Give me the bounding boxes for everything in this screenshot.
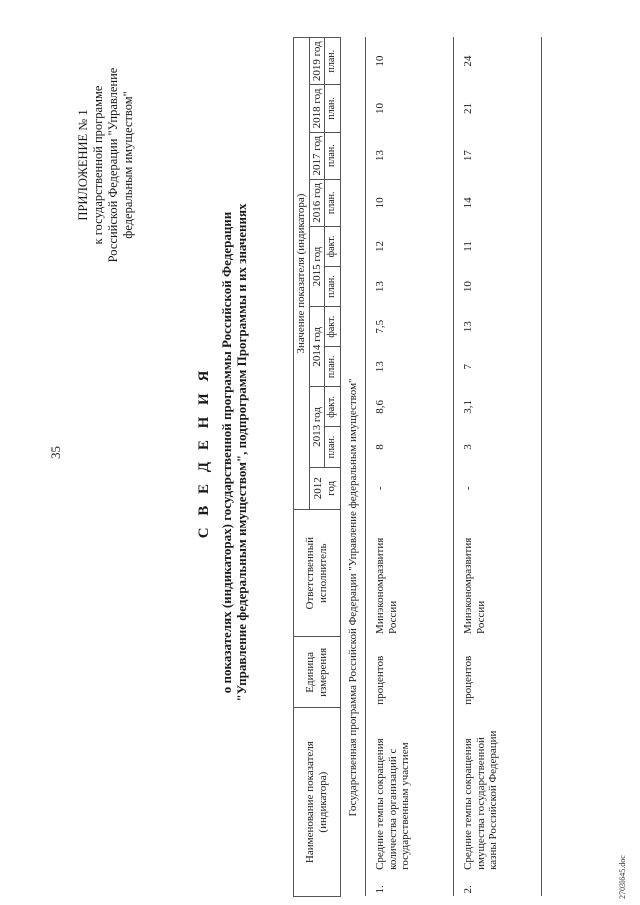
header-responsible: Ответственный исполнитель bbox=[294, 510, 341, 637]
unit: процентов bbox=[454, 637, 542, 708]
value-2014-plan: 13 bbox=[366, 347, 454, 387]
title-main: С В Е Д Е Н И Я bbox=[196, 366, 212, 539]
page-number: 35 bbox=[48, 446, 63, 459]
table-row bbox=[454, 38, 542, 897]
value-2014-plan: 7 bbox=[454, 347, 542, 387]
value-2018-plan: 21 bbox=[454, 85, 542, 132]
value-2019-plan: 24 bbox=[454, 38, 542, 85]
value-2015-fact: 11 bbox=[454, 226, 542, 266]
appendix-line-1: ПРИЛОЖЕНИЕ № 1 bbox=[76, 109, 90, 221]
header-2018: 2018 год bbox=[309, 85, 325, 132]
value-2016-plan: 10 bbox=[366, 179, 454, 226]
header-2012: 2012 год bbox=[309, 467, 340, 509]
header-2018-plan: план. bbox=[325, 85, 341, 132]
value-2017-plan: 13 bbox=[366, 132, 454, 179]
value-2013-plan: 8 bbox=[366, 427, 454, 467]
value-2019-plan: 10 bbox=[366, 38, 454, 85]
section-title: Государственная программа Российской Федерации "Управление федеральным имуществом" bbox=[340, 38, 366, 897]
responsible: Минэкономразвития России bbox=[454, 510, 542, 637]
header-name: Наименование показателя (индикатора) bbox=[294, 708, 341, 897]
row-number: 2. bbox=[454, 873, 542, 897]
document-title bbox=[196, 0, 249, 905]
header-2014-fact: факт. bbox=[325, 307, 341, 347]
header-2013: 2013 год bbox=[309, 387, 325, 467]
appendix-line-4: федеральным имуществом" bbox=[121, 91, 135, 239]
row-number: 1. bbox=[366, 873, 454, 897]
header-2015-fact: факт. bbox=[325, 226, 341, 266]
header-2014: 2014 год bbox=[309, 307, 325, 387]
value-2017-plan: 17 bbox=[454, 132, 542, 179]
indicator-name: Средние темпы сокращения количества организаций с государственным участием bbox=[366, 708, 454, 873]
header-2017: 2017 год bbox=[309, 132, 325, 179]
value-2014-fact: 7,5 bbox=[366, 307, 454, 347]
header-values: Значение показателя (индикатора) bbox=[294, 38, 310, 510]
document-filename: 2703l645.doc bbox=[618, 855, 627, 899]
appendix-line-3: Российской Федерации "Управление bbox=[106, 67, 120, 263]
value-2018-plan: 10 bbox=[366, 85, 454, 132]
value-2015-fact: 12 bbox=[366, 226, 454, 266]
header-2016-plan: план. bbox=[325, 179, 341, 226]
header-2017-plan: план. bbox=[325, 132, 341, 179]
value-2015-plan: 13 bbox=[366, 267, 454, 307]
header-row-1 bbox=[294, 38, 310, 897]
responsible: Минэкономразвития России bbox=[366, 510, 454, 637]
header-2013-plan: план. bbox=[325, 427, 341, 467]
title-subtitle-1: о показателях (индикаторах) государственной программы Российской Федерации bbox=[219, 211, 234, 694]
header-2015-plan: план. bbox=[325, 267, 341, 307]
appendix-header bbox=[76, 15, 136, 315]
value-2013-fact: 3,1 bbox=[454, 387, 542, 427]
table-row bbox=[366, 38, 454, 897]
indicators-table bbox=[293, 37, 542, 897]
header-2019-plan: план. bbox=[325, 38, 341, 85]
unit: процентов bbox=[366, 637, 454, 708]
title-subtitle-2: "Управление федеральным имуществом", подпрограмм Программы и их значениях bbox=[234, 203, 249, 702]
value-2012: - bbox=[454, 467, 542, 509]
value-2016-plan: 14 bbox=[454, 179, 542, 226]
value-2012: - bbox=[366, 467, 454, 509]
section-row bbox=[340, 38, 366, 897]
header-unit: Единица измерения bbox=[294, 637, 341, 708]
value-2015-plan: 10 bbox=[454, 267, 542, 307]
value-2014-fact: 13 bbox=[454, 307, 542, 347]
appendix-line-2: к государственной программе bbox=[91, 85, 105, 245]
header-2013-fact: факт. bbox=[325, 387, 341, 427]
header-2016: 2016 год bbox=[309, 179, 325, 226]
value-2013-plan: 3 bbox=[454, 427, 542, 467]
value-2013-fact: 8,6 bbox=[366, 387, 454, 427]
header-2019: 2019 год bbox=[309, 38, 325, 85]
header-2014-plan: план. bbox=[325, 347, 341, 387]
header-2015: 2015 год bbox=[309, 226, 325, 306]
indicator-name: Средние темпы сокращения имущества государственной казны Российской Федерации bbox=[454, 708, 542, 873]
